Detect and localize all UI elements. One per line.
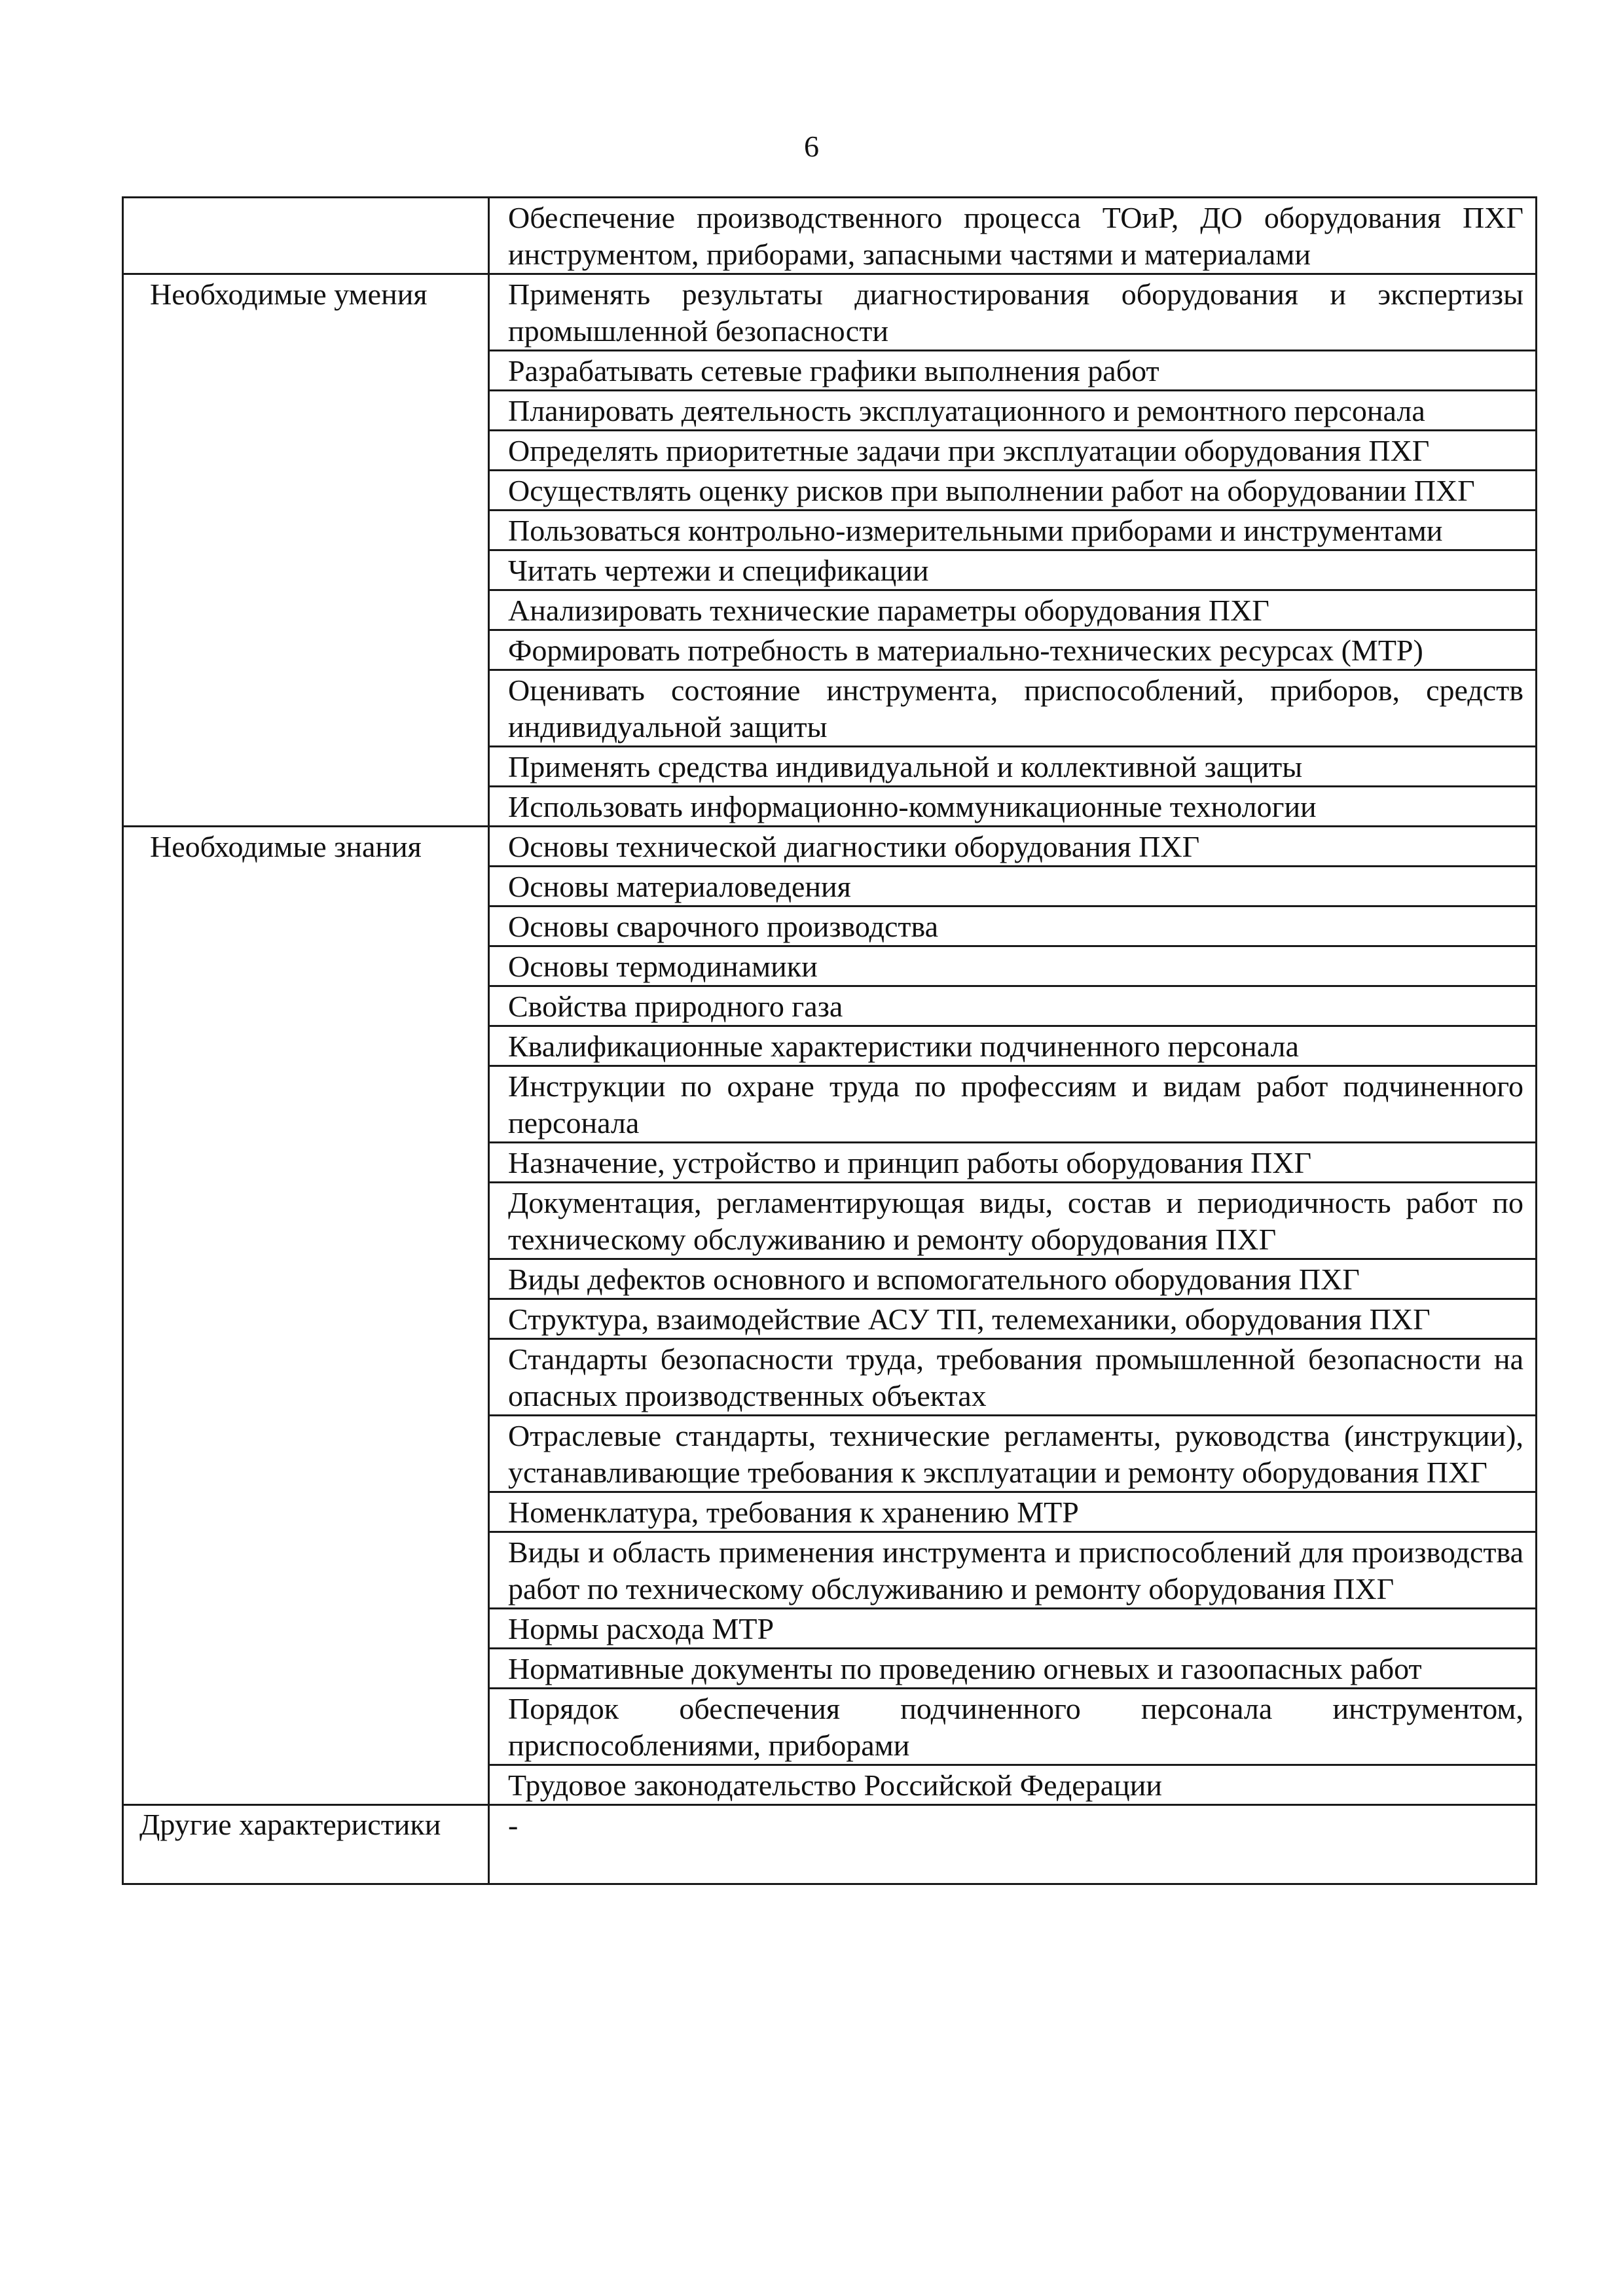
requirement-item: Обеспечение производственного процесса ТОиР, ДО оборудования ПХГ инструментом, приборами, запасными частями и материалами <box>489 198 1537 274</box>
requirement-item: Структура, взаимодействие АСУ ТП, телемеханики, оборудования ПХГ <box>489 1299 1537 1339</box>
requirement-item: Анализировать технические параметры оборудования ПХГ <box>489 590 1537 630</box>
section-label <box>123 198 489 274</box>
requirement-item: Виды и область применения инструмента и приспособлений для производства работ по техническому обслуживанию и ремонту оборудования ПХГ <box>489 1532 1537 1609</box>
requirements-table <box>122 196 1537 1885</box>
requirement-item: Использовать информационно-коммуникационные технологии <box>489 787 1537 827</box>
requirement-item: Стандарты безопасности труда, требования промышленной безопасности на опасных производственных объектах <box>489 1339 1537 1416</box>
requirement-item: Виды дефектов основного и вспомогательного оборудования ПХГ <box>489 1259 1537 1299</box>
requirement-item: Основы материаловедения <box>489 867 1537 906</box>
section-label: Необходимые умения <box>123 274 489 827</box>
requirement-item: Документация, регламентирующая виды, состав и периодичность работ по техническому обслуживанию и ремонту оборудования ПХГ <box>489 1183 1537 1259</box>
requirement-item: Порядок обеспечения подчиненного персонала инструментом, приспособлениями, приборами <box>489 1689 1537 1765</box>
requirement-item: Пользоваться контрольно-измерительными приборами и инструментами <box>489 511 1537 550</box>
requirement-item: Инструкции по охране труда по профессиям и видам работ подчиненного персонала <box>489 1066 1537 1143</box>
requirement-item: Определять приоритетные задачи при эксплуатации оборудования ПХГ <box>489 431 1537 471</box>
requirement-item: Читать чертежи и спецификации <box>489 550 1537 590</box>
requirement-item: - <box>489 1805 1537 1884</box>
requirement-item: Назначение, устройство и принцип работы оборудования ПХГ <box>489 1143 1537 1183</box>
table-row <box>123 198 1537 274</box>
requirement-item: Разрабатывать сетевые графики выполнения работ <box>489 351 1537 391</box>
requirement-item: Квалификационные характеристики подчиненного персонала <box>489 1026 1537 1066</box>
requirement-item: Нормы расхода МТР <box>489 1609 1537 1649</box>
page-number: 6 <box>804 130 819 163</box>
requirement-item: Осуществлять оценку рисков при выполнении работ на оборудовании ПХГ <box>489 471 1537 511</box>
requirement-item: Применять средства индивидуальной и коллективной защиты <box>489 747 1537 787</box>
table-row <box>123 827 1537 867</box>
requirement-item: Основы технической диагностики оборудования ПХГ <box>489 827 1537 867</box>
requirement-item: Оценивать состояние инструмента, приспособлений, приборов, средств индивидуальной защиты <box>489 670 1537 747</box>
requirement-item: Нормативные документы по проведению огневых и газоопасных работ <box>489 1649 1537 1689</box>
requirement-item: Формировать потребность в материально-технических ресурсах (МТР) <box>489 630 1537 670</box>
requirement-item: Свойства природного газа <box>489 986 1537 1026</box>
section-label: Необходимые знания <box>123 827 489 1805</box>
requirement-item: Отраслевые стандарты, технические регламенты, руководства (инструкции), устанавливающие требования к эксплуатации и ремонту оборудования ПХГ <box>489 1416 1537 1492</box>
requirements-table-body <box>123 198 1537 1884</box>
requirement-item: Трудовое законодательство Российской Федерации <box>489 1765 1537 1805</box>
table-row <box>123 1805 1537 1884</box>
requirement-item: Номенклатура, требования к хранению МТР <box>489 1492 1537 1532</box>
requirement-item: Применять результаты диагностирования оборудования и экспертизы промышленной безопасности <box>489 274 1537 351</box>
requirement-item: Основы сварочного производства <box>489 906 1537 946</box>
requirement-item: Планировать деятельность эксплуатационного и ремонтного персонала <box>489 391 1537 431</box>
section-label: Другие характеристики <box>123 1805 489 1884</box>
table-row <box>123 274 1537 351</box>
requirement-item: Основы термодинамики <box>489 946 1537 986</box>
